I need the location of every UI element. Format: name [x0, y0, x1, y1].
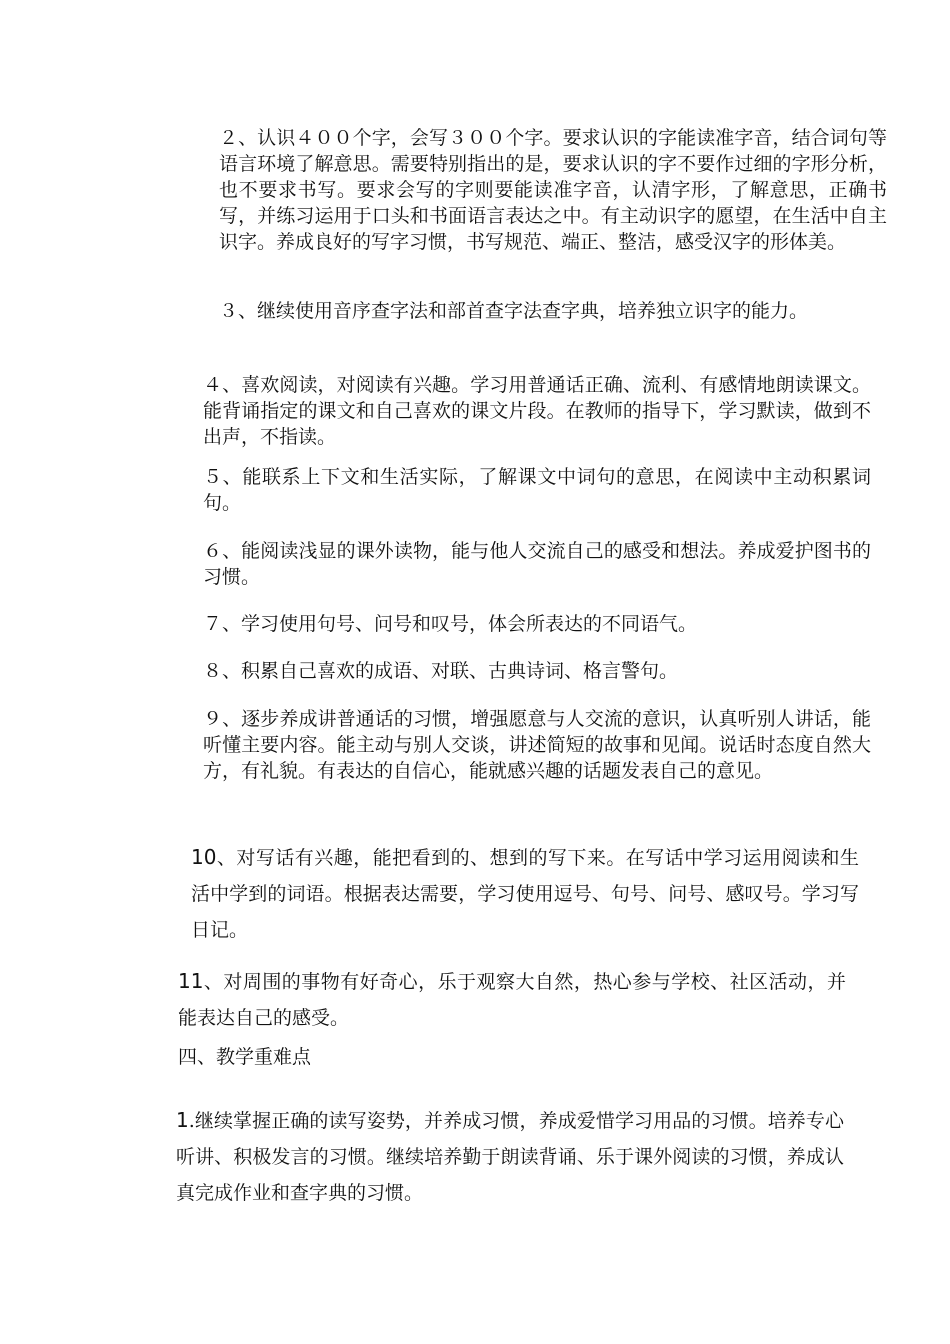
paragraph-item-11	[145, 963, 846, 1036]
paragraph-item-3	[145, 298, 887, 324]
paragraph-text: ９、逐步养成讲普通话的习惯，增强愿意与人交流的意识，认真听别人讲话，能听懂主要内容。能主动与别人交谈，讲述简短的故事和见闻。说话时态度自然大方，有礼貌。有表达的自信心，能就感兴趣的话题发表自己的意见。	[203, 708, 871, 782]
paragraph-item-4	[145, 372, 871, 450]
paragraph-text: ７、学习使用句号、问号和叹号，体会所表达的不同语气。	[203, 613, 698, 635]
paragraph-item-9	[145, 706, 871, 784]
paragraph-text: ６、能阅读浅显的课外读物，能与他人交流自己的感受和想法。养成爱护图书的习惯。	[203, 540, 871, 588]
paragraph-text: ２、认识４００个字，会写３００个字。要求认识的字能读准字音，结合词句等语言环境了解意思。需要特别指出的是，要求认识的字不要作过细的字形分析，也不要求书写。要求会写的字则要能读准字音，认清字形，了解意思，正确书写，并练习运用于口头和书面语言表达之中。有主动识字的愿望，在生活中自主识字。养成良好的写字习惯，书写规范、端正、整洁，感受汉字的形体美。	[219, 127, 887, 253]
paragraph-item-5	[145, 464, 871, 516]
section-heading	[145, 1044, 846, 1070]
paragraph-number: 1	[176, 1108, 189, 1132]
paragraph-item-8	[145, 658, 871, 684]
section-heading-text: 四、教学重难点	[178, 1046, 312, 1068]
paragraph-text: .继续掌握正确的读写姿势，并养成习惯，养成爱惜学习用品的习惯。培养专心听讲、积极发言的习惯。继续培养勤于朗读背诵、乐于课外阅读的习惯，养成认真完成作业和查字典的习惯。	[176, 1110, 844, 1204]
paragraph-number: 11	[178, 969, 204, 993]
paragraph-text: ３、继续使用音序查字法和部首查字法查字典，培养独立识字的能力。	[219, 300, 809, 322]
paragraph-item-12	[145, 1102, 844, 1211]
paragraph-text: ８、积累自己喜欢的成语、对联、古典诗词、格言警句。	[203, 660, 679, 682]
paragraph-item-2	[145, 125, 887, 255]
paragraph-item-7	[145, 611, 871, 637]
paragraph-item-6	[145, 538, 871, 590]
paragraph-text: ４、喜欢阅读，对阅读有兴趣。学习用普通话正确、流利、有感情地朗读课文。能背诵指定的课文和自己喜欢的课文片段。在教师的指导下，学习默读，做到不出声，不指读。	[203, 374, 871, 448]
paragraph-number: 10	[191, 845, 217, 869]
paragraph-text: 、对周围的事物有好奇心，乐于观察大自然，热心参与学校、社区活动，并能表达自己的感受。	[178, 971, 846, 1029]
paragraph-text: ５、能联系上下文和生活实际，了解课文中词句的意思，在阅读中主动积累词句。	[203, 466, 871, 514]
paragraph-item-10	[145, 839, 859, 948]
paragraph-text: 、对写话有兴趣，能把看到的、想到的写下来。在写话中学习运用阅读和生活中学到的词语。根据表达需要，学习使用逗号、句号、问号、感叹号。学习写日记。	[191, 847, 859, 941]
